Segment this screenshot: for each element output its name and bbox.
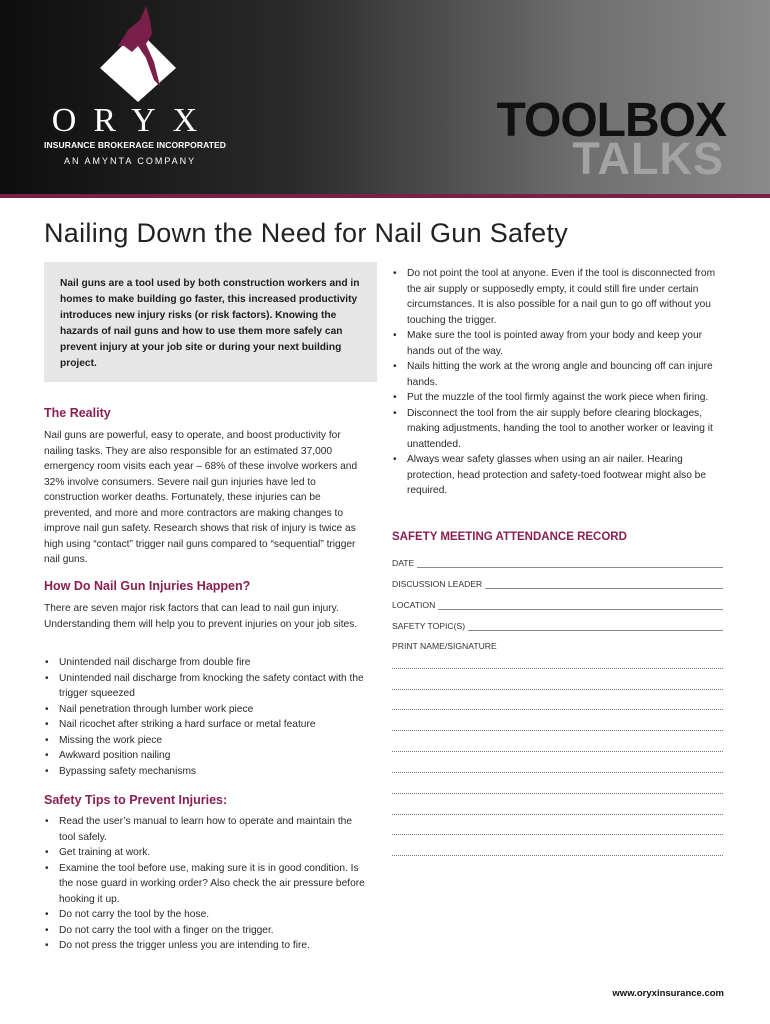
injuries-heading: How Do Nail Gun Injuries Happen? bbox=[44, 579, 251, 593]
signature-line[interactable] bbox=[392, 814, 723, 815]
header-divider bbox=[0, 194, 770, 198]
oryx-logo-icon bbox=[88, 6, 188, 102]
location-field[interactable] bbox=[392, 597, 723, 610]
signature-line[interactable] bbox=[392, 772, 723, 773]
list-item: • Get training at work. bbox=[44, 845, 366, 861]
list-item: • Unintended nail discharge from double fire bbox=[44, 655, 366, 671]
signature-line[interactable] bbox=[392, 834, 723, 835]
list-item: • Nail penetration through lumber work piece bbox=[44, 702, 366, 718]
list-item: • Nail ricochet after striking a hard surface or metal feature bbox=[44, 717, 366, 733]
date-line[interactable] bbox=[417, 559, 723, 568]
list-item: • Disconnect the tool from the air supply before clearing blockages, making adjustments, handing the tool to another worker or leaving it unattended. bbox=[392, 406, 726, 453]
list-item: • Examine the tool before use, making sure it is in good condition. Is the nose guard in working order? Also check the air pressure before hooking it up. bbox=[44, 861, 366, 908]
list-item: • Nails hitting the work at the wrong angle and bouncing off can injure hands. bbox=[392, 359, 726, 390]
date-field[interactable] bbox=[392, 555, 723, 568]
print-name-heading bbox=[392, 638, 723, 651]
intro-text: Nail guns are a tool used by both construction workers and in homes to make building go faster, this increased productivity introduces new injury risks (or risk factors). Knowing the hazards of nail guns and how to use them more safely can prevent injury at your job site or during your next building project. bbox=[60, 278, 360, 369]
signature-line[interactable] bbox=[392, 730, 723, 731]
list-item: • Do not carry the tool with a finger on the trigger. bbox=[44, 923, 366, 939]
list-item: • Awkward position nailing bbox=[44, 748, 366, 764]
list-item: • Always wear safety glasses when using an air nailer. Hearing protection, head protection and safety-toed footwear might also be required. bbox=[392, 452, 726, 499]
header-banner bbox=[0, 0, 770, 194]
safety-topic-field[interactable] bbox=[392, 618, 723, 631]
list-item: • Do not point the tool at anyone. Even if the tool is disconnected from the air supply or supposedly empty, it could still fire under certain circumstances. It is also possible for a nail gun to go off without you touching the trigger. bbox=[392, 266, 726, 328]
list-item: • Read the user’s manual to learn how to operate and maintain the tool safely. bbox=[44, 814, 366, 845]
brand-subtitle: INSURANCE BROKERAGE INCORPORATED bbox=[44, 140, 227, 150]
print-name-label: PRINT NAME/SIGNATURE bbox=[392, 641, 497, 651]
signature-line[interactable] bbox=[392, 689, 723, 690]
discussion-leader-line[interactable] bbox=[485, 580, 723, 589]
safety-topic-line[interactable] bbox=[468, 622, 723, 631]
date-label: DATE bbox=[392, 558, 415, 568]
series-title-talks: TALKS bbox=[572, 133, 724, 184]
injuries-body: There are seven major risk factors that can lead to nail gun injury. Understanding them will help you to prevent injuries on your job sites. bbox=[44, 603, 358, 630]
list-item: • Bypassing safety mechanisms bbox=[44, 764, 366, 780]
location-label: LOCATION bbox=[392, 600, 436, 610]
reality-body: Nail guns are powerful, easy to operate, and boost productivity for nailing tasks. They are also responsible for an estimated 37,000 emergency room visits each year – 68% of these involve workers and 32% involve consumers. Severe nail gun injuries have led to construction worker deaths. Fortunately, these injuries can be prevented, and more and more contractors are making changes to improve nail gun safety. Research shows that risk of injury is twice as high using “contact” trigger nail guns compared to “sequential” trigger nail guns. bbox=[44, 430, 358, 565]
signature-line[interactable] bbox=[392, 709, 723, 710]
attendance-heading: SAFETY MEETING ATTENDANCE RECORD bbox=[392, 531, 627, 543]
list-item: • Do not carry the tool by the hose. bbox=[44, 907, 366, 923]
tips-list-continued bbox=[392, 266, 726, 499]
brand-name: ORYX bbox=[51, 102, 215, 139]
discussion-leader-label: DISCUSSION LEADER bbox=[392, 579, 483, 589]
reality-heading: The Reality bbox=[44, 406, 111, 420]
tips-heading: Safety Tips to Prevent Injuries: bbox=[44, 793, 228, 807]
intro-box bbox=[44, 262, 377, 382]
footer-website-link[interactable]: www.oryxinsurance.com bbox=[612, 988, 724, 999]
page-title: Nailing Down the Need for Nail Gun Safety bbox=[44, 218, 569, 248]
list-item: • Missing the work piece bbox=[44, 733, 366, 749]
list-item: • Unintended nail discharge from knocking the safety contact with the trigger squeezed bbox=[44, 671, 366, 702]
signature-line[interactable] bbox=[392, 793, 723, 794]
brand-tagline: AN AMYNTA COMPANY bbox=[64, 156, 197, 166]
series-title-toolbox: TOOLBOX bbox=[496, 94, 726, 147]
safety-topic-label: SAFETY TOPIC(S) bbox=[392, 621, 466, 631]
list-item: • Make sure the tool is pointed away from your body and keep your hands out of the way. bbox=[392, 328, 726, 359]
list-item: • Do not press the trigger unless you are intending to fire. bbox=[44, 938, 366, 954]
signature-line[interactable] bbox=[392, 668, 723, 669]
signature-line[interactable] bbox=[392, 751, 723, 752]
list-item: • Put the muzzle of the tool firmly against the work piece when firing. bbox=[392, 390, 726, 406]
tips-list bbox=[44, 814, 366, 954]
discussion-leader-field[interactable] bbox=[392, 576, 723, 589]
location-line[interactable] bbox=[438, 601, 723, 610]
signature-line[interactable] bbox=[392, 855, 723, 856]
injuries-list bbox=[44, 655, 366, 779]
